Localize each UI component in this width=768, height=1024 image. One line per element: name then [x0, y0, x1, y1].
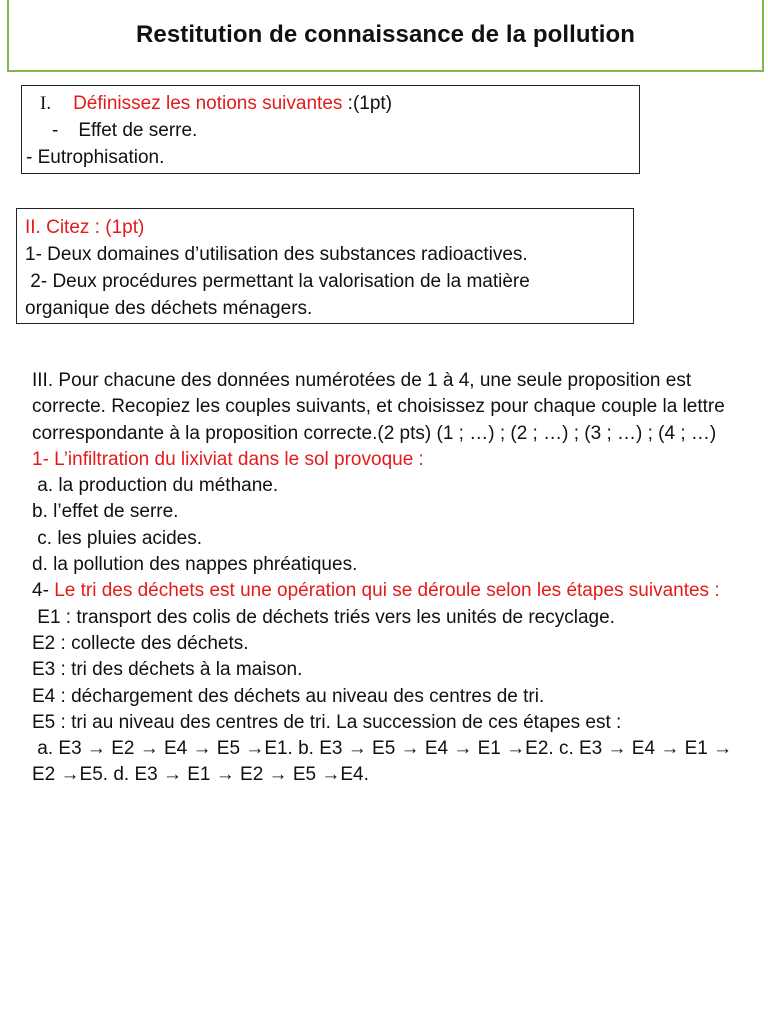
section-1-heading-line	[26, 90, 633, 117]
question-1-option-a: a. la production du méthane.	[32, 475, 279, 497]
section-1-item-1	[26, 117, 633, 144]
question-4-options: a. E3 → E2 → E4 → E5 →E1. b. E3 → E5 → E4 → E1 →E2. c. E3 → E4 → E1 → E2 →E5. d. E3 → E1 → E2 → E5 →E4.	[32, 738, 738, 786]
section-1-item-1-dash: -	[52, 120, 59, 141]
question-1: 1- L’infiltration du lixiviat dans le sol provoque :	[32, 448, 424, 470]
question-4-number: 4-	[32, 580, 55, 602]
step-e5: E5 : tri au niveau des centres de tri. La succession de ces étapes est :	[32, 711, 622, 733]
section-2-item-2-line-1: 2- Deux procédures permettant la valorisation de la matière	[25, 271, 530, 292]
section-2-item-2-line-2: organique des déchets ménagers.	[25, 298, 313, 319]
section-1-box	[21, 85, 640, 174]
section-3	[32, 368, 742, 789]
section-1-points: :(1pt)	[342, 93, 393, 114]
section-2-heading: II. Citez : (1pt)	[25, 217, 145, 238]
section-1-heading: Définissez les notions suivantes	[73, 93, 343, 114]
step-e2: E2 : collecte des déchets.	[32, 632, 249, 654]
step-e1: E1 : transport des colis de déchets triés vers les unités de recyclage.	[32, 606, 615, 628]
step-e3: E3 : tri des déchets à la maison.	[32, 659, 303, 681]
step-e4: E4 : déchargement des déchets au niveau des centres de tri.	[32, 685, 545, 707]
section-1-item-2: - Eutrophisation.	[26, 147, 165, 168]
question-4-text: Le tri des déchets est une opération qui se déroule selon les étapes suivantes :	[54, 580, 720, 602]
title-box	[7, 0, 764, 72]
question-4	[32, 578, 742, 604]
section-2-box	[16, 208, 634, 324]
question-1-option-d: d. la pollution des nappes phréatiques.	[32, 554, 358, 576]
section-1-roman-numeral: I.	[40, 93, 52, 114]
page-title: Restitution de connaissance de la pollution	[135, 21, 636, 48]
section-1-item-1-text: Effet de serre.	[78, 120, 198, 141]
question-1-option-b: b. l’effet de serre.	[32, 501, 179, 523]
section-2-item-1: 1- Deux domaines d’utilisation des substances radioactives.	[25, 244, 528, 265]
section-3-intro: III. Pour chacune des données numérotées de 1 à 4, une seule proposition est correcte. Recopiez les couples suivants, et choisissez pour chaque couple la lettre correspondante à la proposition correcte.(2 pts) (1 ; …) ; (2 ; …) ; (3 ; …) ; (4 ; …)	[32, 370, 725, 444]
question-1-option-c: c. les pluies acides.	[32, 527, 203, 549]
